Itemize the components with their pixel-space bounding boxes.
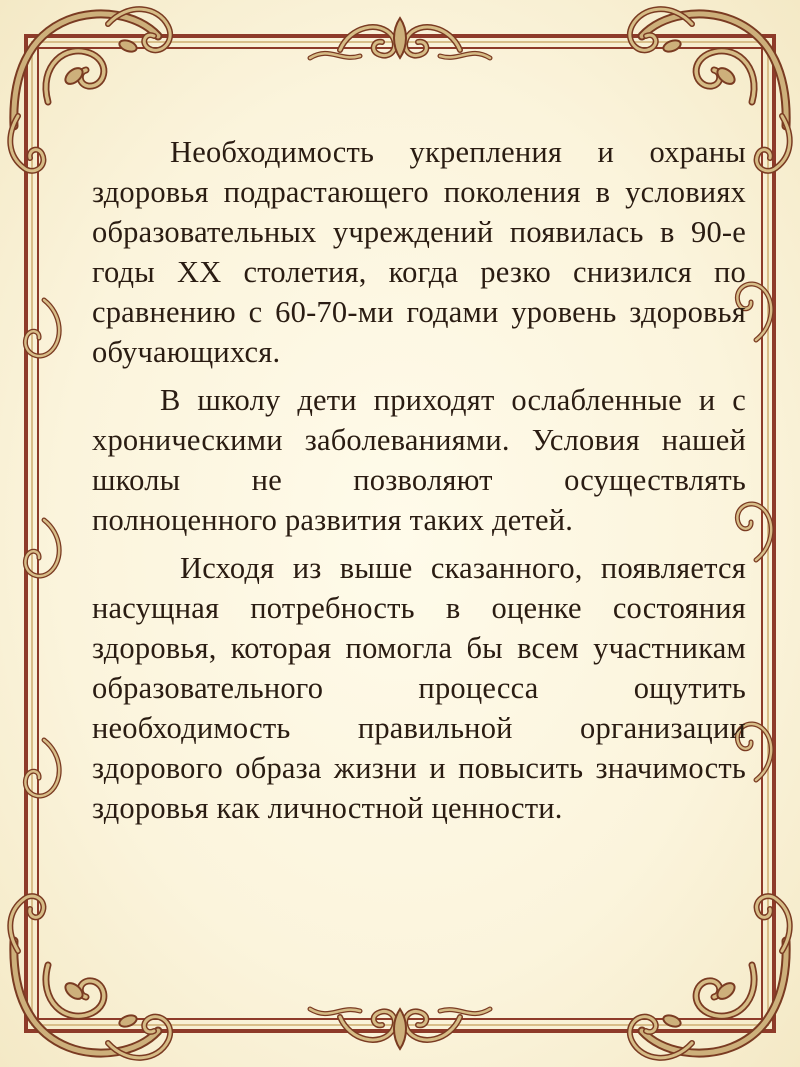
paragraph-3: Исходя из выше сказанного, появляется насущная потребность в оценке состояния здоровья, которая помогла бы всем участникам образовательного процесса ощутить необходимость правильной организации здорового образа жизни и повысить значимость здоровья как личностной ценности. — [92, 551, 746, 825]
paragraph-1: Необходимость укрепления и охраны здоровья подрастающего поколения в условиях образовательных учреждений появилась в 90-е годы XX столетия, когда резко снизился по сравнению с 60-70-ми годами уровень здоровья обучающихся. — [92, 135, 746, 369]
paragraph-2: В школу дети приходят ослабленные и с хроническими заболеваниями. Условия нашей школы не позволяют осуществлять полноценного развития таких детей. — [92, 383, 746, 537]
document-text — [92, 132, 746, 828]
